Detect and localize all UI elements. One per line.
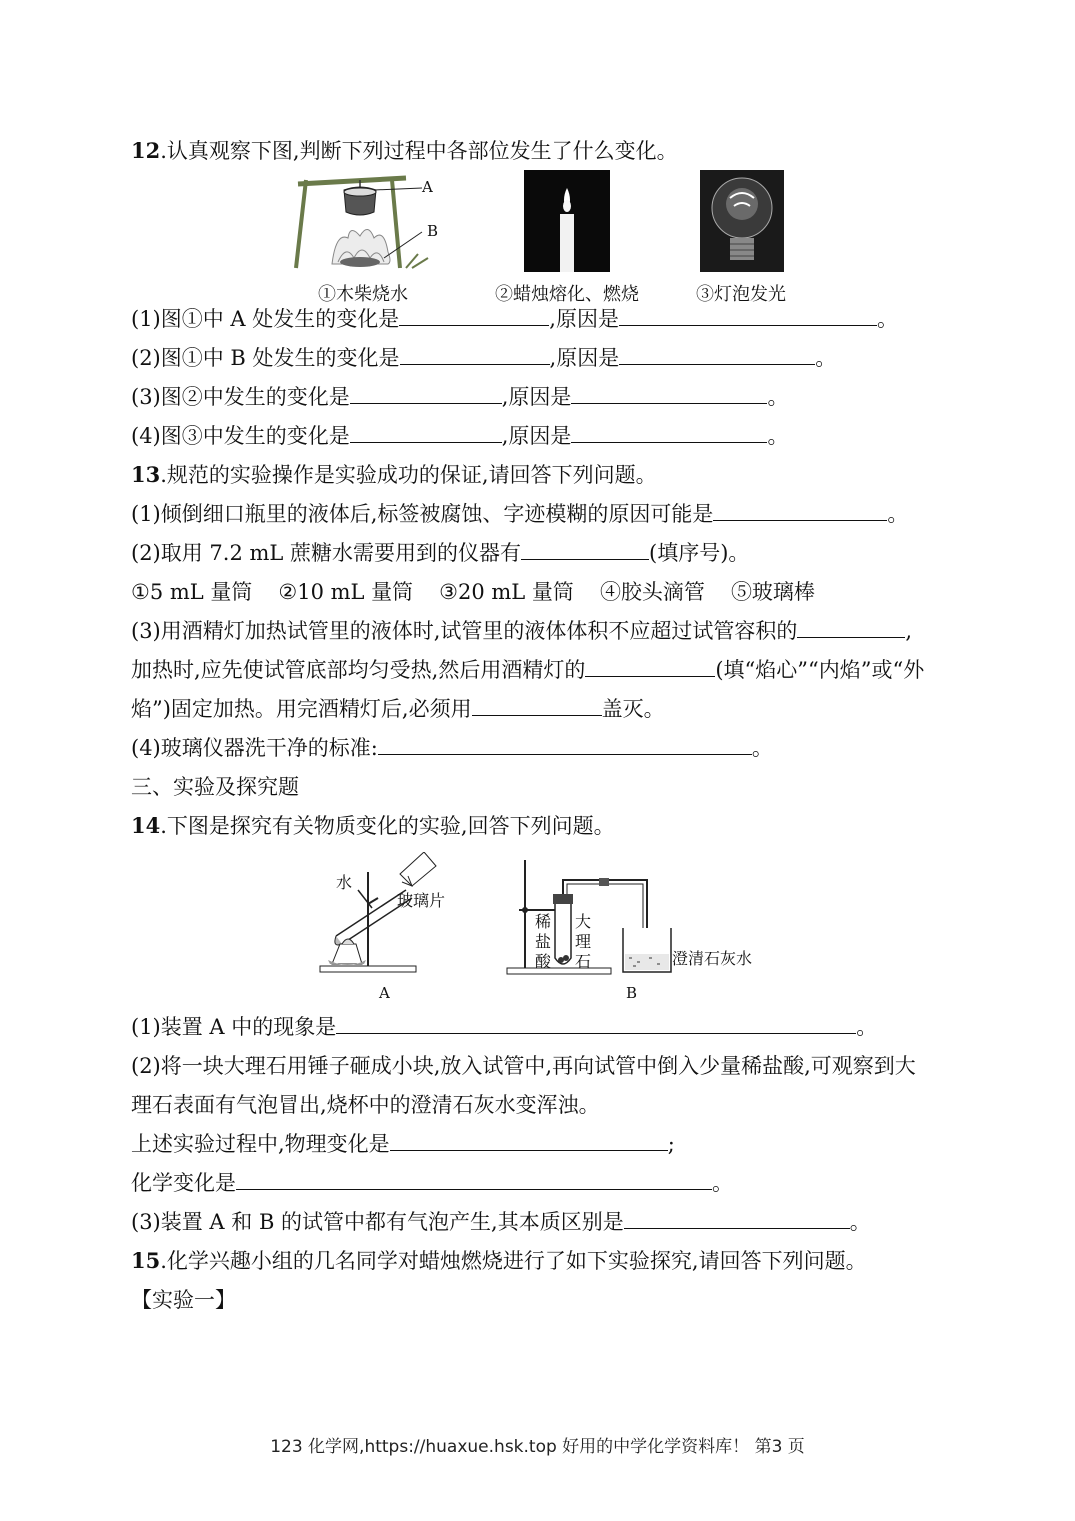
q15-stem: 15.化学兴趣小组的几名同学对蜡烛燃烧进行了如下实验探究,请回答下列问题。 — [131, 1248, 867, 1273]
answer-blank[interactable] — [472, 695, 602, 716]
answer-blank[interactable] — [624, 1208, 850, 1229]
label-apparatus-b: B — [626, 984, 638, 1002]
label-glass: 玻璃片 — [397, 891, 446, 910]
fig-caption-2: ②蜡烛熔化、燃烧 — [495, 284, 639, 305]
label-apparatus-a: A — [379, 984, 390, 1002]
answer-blank[interactable] — [571, 422, 767, 443]
label-water: 水 — [336, 873, 353, 892]
light-bulb-figure — [700, 170, 784, 272]
answer-blank[interactable] — [236, 1169, 712, 1190]
answer-blank[interactable] — [378, 734, 752, 755]
q14-chemical: 化学变化是 。 — [131, 1171, 733, 1195]
answer-blank[interactable] — [521, 539, 649, 560]
answer-blank[interactable] — [797, 617, 905, 638]
q12-sub2: (2)图①中 B 处发生的变化是 ,原因是 。 — [131, 346, 837, 370]
q14-physical: 上述实验过程中,物理变化是 ; — [131, 1132, 675, 1156]
q13-stem: 13.规范的实验操作是实验成功的保证,请回答下列问题。 — [131, 462, 657, 487]
label-b: B — [427, 222, 439, 240]
q13-sub3-line3: 焰”)固定加热。用完酒精灯后,必须用 盖灭。 — [131, 697, 665, 721]
answer-blank[interactable] — [336, 1013, 856, 1034]
q14-sub2-line2: 理石表面有气泡冒出,烧杯中的澄清石灰水变浑浊。 — [131, 1093, 600, 1117]
answer-blank[interactable] — [619, 305, 877, 326]
answer-blank[interactable] — [585, 656, 715, 677]
fig-caption-3: ③灯泡发光 — [696, 284, 786, 305]
q13-sub1: (1)倾倒细口瓶里的液体后,标签被腐蚀、字迹模糊的原因可能是 。 — [131, 502, 909, 526]
q13-sub4: (4)玻璃仪器洗干净的标准: 。 — [131, 736, 773, 760]
page-footer: 123 化学网,https://huaxue.hsk.top 好用的中学化学资料库！ 第3 页 — [270, 1437, 805, 1457]
q14-stem: 14.下图是探究有关物质变化的实验,回答下列问题。 — [131, 813, 615, 838]
label-dilute-hcl: 稀 盐 酸 — [535, 912, 552, 971]
section-heading: 三、实验及探究题 — [131, 775, 299, 799]
answer-blank[interactable] — [350, 383, 502, 404]
answer-blank[interactable] — [571, 383, 767, 404]
candle-figure — [524, 170, 610, 272]
fig-caption-1: ①木柴烧水 — [318, 284, 408, 305]
q15-experiment-1: 【实验一】 — [131, 1288, 236, 1312]
q13-sub2: (2)取用 7.2 mL 蔗糖水需要用到的仪器有 (填序号)。 — [131, 541, 750, 565]
label-marble: 大 理 石 — [575, 912, 592, 971]
q14-sub2-line1: (2)将一块大理石用锤子砸成小块,放入试管中,再向试管中倒入少量稀盐酸,可观察到大 — [131, 1054, 916, 1078]
q12-sub3: (3)图②中发生的变化是 ,原因是 。 — [131, 385, 789, 409]
q13-sub3-line2: 加热时,应先使试管底部均匀受热,然后用酒精灯的 (填“焰心”“内焰”或“外 — [131, 658, 925, 682]
q14-sub3: (3)装置 A 和 B 的试管中都有气泡产生,其本质区别是 。 — [131, 1210, 871, 1234]
q12-stem: 12.认真观察下图,判断下列过程中各部位发生了什么变化。 — [131, 138, 678, 163]
answer-blank[interactable] — [390, 1130, 668, 1151]
label-a: A — [422, 178, 433, 196]
answer-blank[interactable] — [619, 344, 815, 365]
answer-blank[interactable] — [400, 344, 550, 365]
answer-blank[interactable] — [713, 500, 887, 521]
answer-blank[interactable] — [399, 305, 549, 326]
q12-sub4: (4)图③中发生的变化是 ,原因是 。 — [131, 424, 789, 448]
q13-options: ①5 mL 量筒 ②10 mL 量筒 ③20 mL 量筒 ④胶头滴管 ⑤玻璃棒 — [131, 580, 815, 604]
q14-sub1: (1)装置 A 中的现象是 。 — [131, 1015, 878, 1039]
answer-blank[interactable] — [350, 422, 502, 443]
q13-sub3-line1: (3)用酒精灯加热试管里的液体时,试管里的液体体积不应超过试管容积的 , — [131, 619, 913, 643]
campfire-figure — [288, 172, 438, 272]
q12-sub1: (1)图①中 A 处发生的变化是 ,原因是 。 — [131, 307, 898, 331]
label-limewater: 澄清石灰水 — [672, 949, 753, 968]
